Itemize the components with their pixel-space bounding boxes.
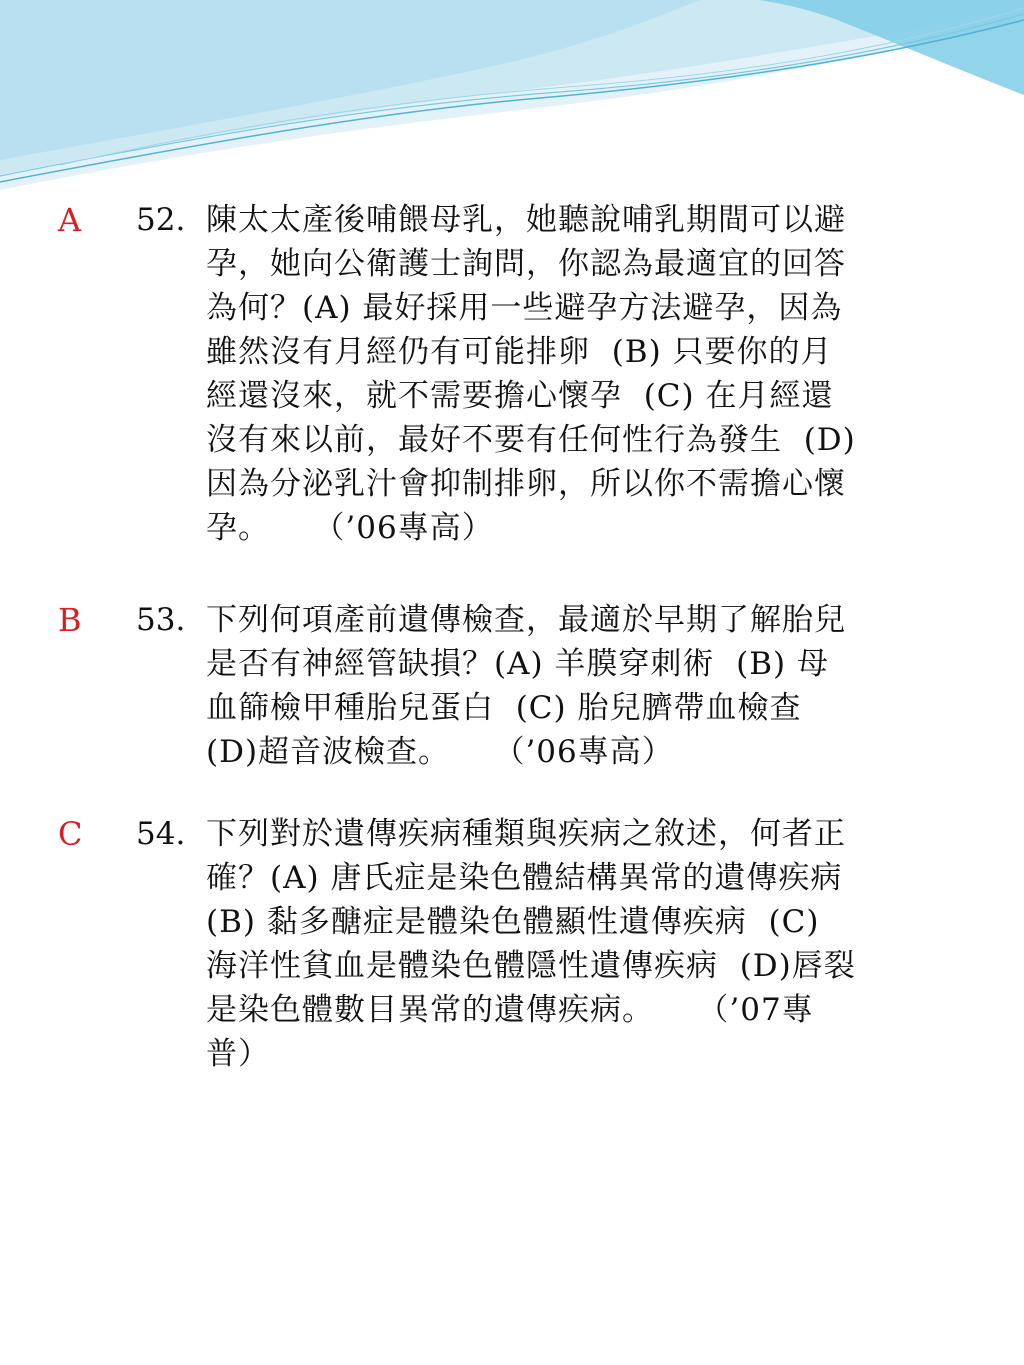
question-line: 經還沒來，就不需要擔心懷孕 (C) 在月經還 (206, 378, 834, 414)
question-text (206, 812, 996, 1076)
question-line: 雖然沒有月經仍有可能排卵 (B) 只要你的月 (206, 334, 833, 370)
question-line: 普） (206, 1036, 270, 1072)
question-text (206, 198, 996, 550)
question-number: 54. (136, 816, 186, 852)
question-line: 沒有來以前，最好不要有任何性行為發生 (D) (206, 422, 856, 458)
question-number: 52. (136, 202, 186, 238)
question-line: (D)超音波檢查。 （’06專高） (206, 734, 674, 770)
question-text (206, 598, 996, 774)
question-line: 血篩檢甲種胎兒蛋白 (C) 胎兒臍帶血檢查 (206, 690, 802, 726)
decorative-wave-header (0, 0, 1024, 200)
answer-label: B (58, 601, 82, 639)
question-line: 陳太太產後哺餵母乳，她聽說哺乳期間可以避 (206, 202, 846, 238)
question-line: 下列對於遺傳疾病種類與疾病之敘述，何者正 (206, 816, 846, 852)
question-line: 孕。 （’06專高） (206, 510, 494, 546)
question-line: 下列何項產前遺傳檢查，最適於早期了解胎兒 (206, 602, 846, 638)
question-line: (B) 黏多醣症是體染色體顯性遺傳疾病 (C) (206, 904, 820, 940)
answer-label: A (58, 201, 82, 239)
question-line: 海洋性貧血是體染色體隱性遺傳疾病 (D)唇裂 (206, 948, 856, 984)
question-line: 確？(A) 唐氏症是染色體結構異常的遺傳疾病 (206, 860, 843, 896)
question-line: 因為分泌乳汁會抑制排卵，所以你不需擔心懷 (206, 466, 846, 502)
question-line: 是染色體數目異常的遺傳疾病。 （’07專 (206, 992, 814, 1028)
question-number: 53. (136, 602, 186, 638)
question-line: 孕，她向公衛護士詢問，你認為最適宜的回答 (206, 246, 846, 282)
question-line: 為何？(A) 最好採用一些避孕方法避孕，因為 (206, 290, 843, 326)
question-line: 是否有神經管缺損？(A) 羊膜穿刺術 (B) 母 (206, 646, 829, 682)
answer-label: C (58, 815, 83, 853)
